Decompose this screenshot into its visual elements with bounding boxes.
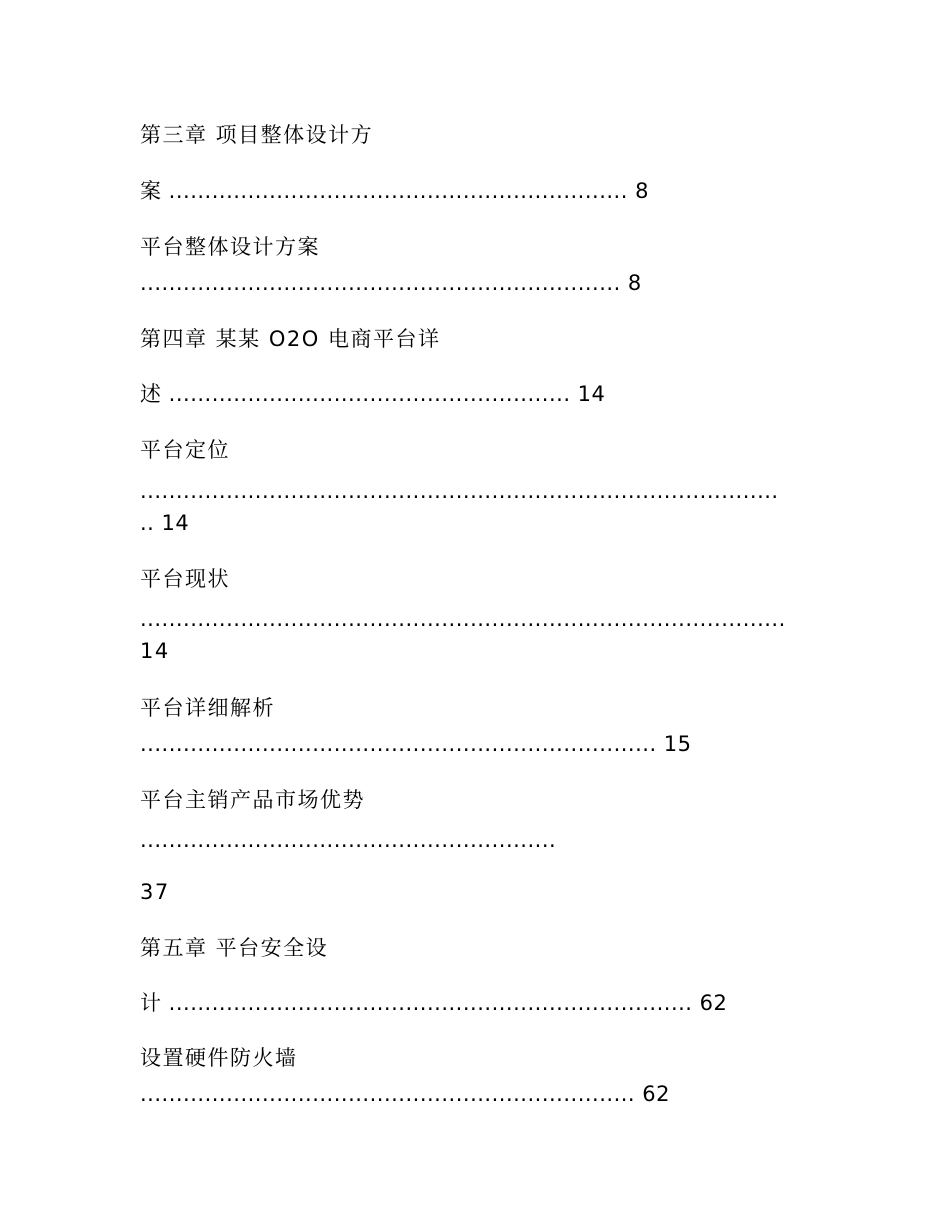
- toc-chapter-5-title: 第五章 平台安全设: [140, 936, 329, 960]
- toc-entry-page: .. 14: [140, 511, 190, 535]
- toc-entry-title: 平台现状: [140, 567, 230, 591]
- toc-entry-title: 平台主销产品市场优势: [140, 788, 365, 812]
- toc-entry-title: 平台定位: [140, 438, 230, 462]
- toc-entry-title: 设置硬件防火墙: [140, 1046, 298, 1070]
- toc-entry-page: 37: [140, 880, 170, 904]
- toc-chapter-3-title: 第三章 项目整体设计方: [140, 123, 374, 147]
- toc-chapter-5-leader: 计 ......................................................................... 62: [140, 991, 728, 1015]
- toc-entry-title: 平台详细解析: [140, 696, 275, 720]
- toc-entry-leader: ..........................................................: [140, 828, 557, 852]
- toc-entry-page: 14: [140, 639, 170, 663]
- toc-chapter-4-title: 第四章 某某 O2O 电商平台详: [140, 327, 441, 351]
- toc-entry-title: 平台整体设计方案: [140, 235, 320, 259]
- toc-entry-leader: ..................................................................... 62: [140, 1082, 670, 1106]
- toc-entry-leader: ........................................................................ 15: [140, 732, 692, 756]
- toc-chapter-3-leader: 案 ................................................................ 8: [140, 179, 649, 203]
- toc-entry-leader: .........................................................................................: [140, 479, 779, 503]
- toc-entry-leader: ................................................................... 8: [140, 271, 642, 295]
- toc-entry-leader: ..........................................................................................: [140, 607, 786, 631]
- toc-chapter-4-leader: 述 ........................................................ 14: [140, 382, 606, 406]
